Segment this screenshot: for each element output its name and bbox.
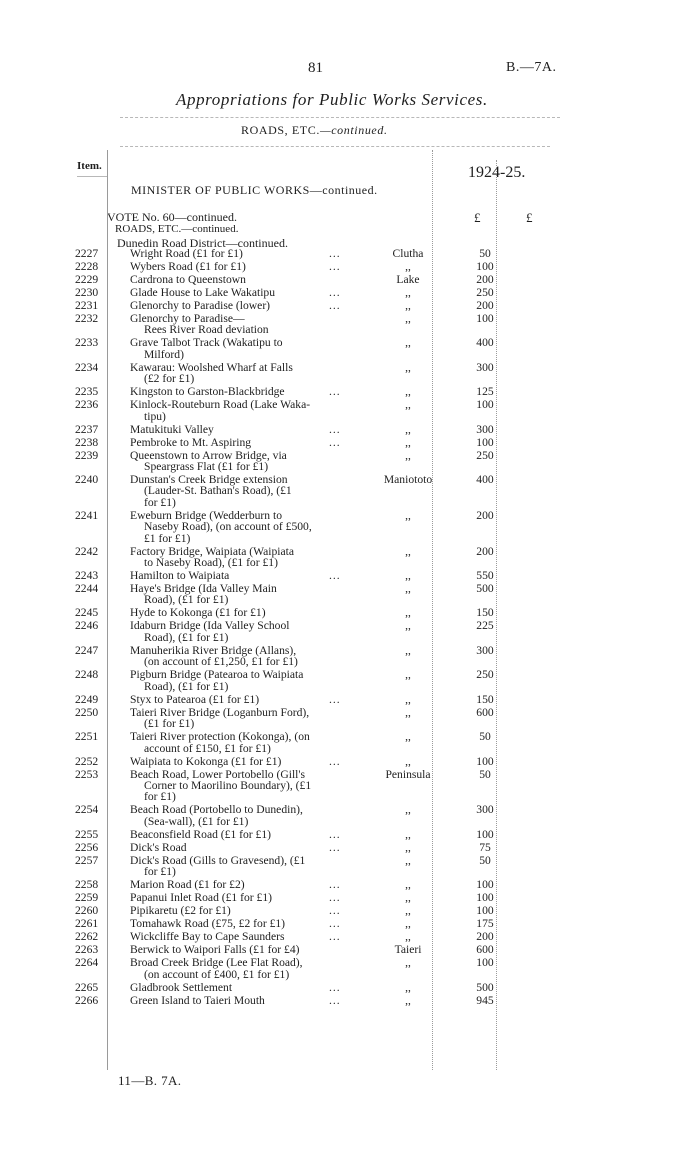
leader-dots: ... [329, 299, 341, 312]
district-name: ,, [405, 980, 411, 994]
table-row [0, 337, 700, 360]
leader-dots: ... [329, 754, 341, 768]
table-row [0, 892, 700, 903]
item-description [130, 645, 348, 668]
document-reference: B.—7A. [506, 60, 557, 75]
description-line: Wright Road (£1 for £1) [130, 247, 243, 260]
description-line: Matukituki Valley [130, 422, 214, 436]
item-header-rule [77, 176, 107, 177]
item-column-header: Item. [77, 160, 102, 172]
district-name: ,, [405, 705, 411, 719]
item-description [130, 287, 348, 298]
description-line: Cardrona to Queenstown [130, 273, 246, 286]
table-row [0, 694, 700, 705]
item-number: 2254 [75, 803, 99, 817]
description-line: Pembroke to Mt. Aspiring [130, 435, 252, 449]
table-row [0, 248, 700, 259]
item-number: 2234 [75, 360, 99, 374]
district-name: ,, [405, 827, 411, 841]
description-line: Berwick to Waipori Falls (£1 for £4) [130, 943, 300, 957]
amount: 400 [476, 336, 494, 350]
item-description [130, 944, 348, 955]
leader-dots: ... [329, 260, 341, 273]
district-name: ,, [405, 448, 411, 462]
district-name: ,, [405, 569, 411, 583]
year-column-header: 1924-25. [468, 164, 526, 181]
amount: 100 [476, 891, 494, 905]
description-line: Eweburn Bridge (Wedderburn to [130, 508, 282, 522]
amount: 200 [476, 508, 494, 522]
district-name: ,, [405, 993, 411, 1007]
description-line: Wybers Road (£1 for £1) [130, 260, 246, 273]
item-description [130, 707, 348, 730]
item-number: 2229 [75, 273, 99, 286]
amount: 50 [479, 247, 491, 260]
item-number: 2243 [75, 569, 99, 583]
item-number: 2253 [75, 767, 99, 781]
amount: 600 [476, 705, 494, 719]
item-number: 2238 [75, 435, 99, 449]
leader-dots: ... [329, 422, 341, 436]
item-number: 2256 [75, 840, 99, 854]
item-description [130, 620, 348, 643]
leader-dots: ... [329, 917, 341, 931]
description-line: £1 for £1) [144, 531, 191, 545]
item-description [130, 437, 348, 448]
amount: 75 [479, 840, 491, 854]
description-line: Papanui Inlet Road (£1 for £1) [130, 891, 272, 905]
table-row [0, 362, 700, 385]
district-name: ,, [405, 385, 411, 399]
table-row [0, 944, 700, 955]
item-number: 2251 [75, 730, 99, 744]
table-row [0, 300, 700, 311]
description-line: (£1 for £1) [144, 717, 195, 731]
table-row [0, 918, 700, 929]
item-number: 2266 [75, 993, 99, 1007]
currency-symbol: £ [474, 210, 481, 225]
item-number: 2245 [75, 606, 99, 620]
description-line: Hamilton to Waipiata [130, 569, 230, 583]
leader-dots: ... [329, 878, 341, 892]
item-description [130, 510, 348, 544]
amount: 500 [476, 582, 494, 596]
item-description [130, 842, 348, 853]
amount: 300 [476, 803, 494, 817]
item-description [130, 399, 348, 422]
table-row [0, 855, 700, 878]
item-description [130, 892, 348, 903]
leader-dots: ... [329, 840, 341, 854]
amount: 50 [479, 767, 491, 781]
description-line: Wickcliffe Bay to Cape Saunders [130, 930, 285, 944]
description-line: Glenorchy to Paradise— [130, 312, 245, 325]
district-name: ,, [405, 840, 411, 854]
amount: 500 [476, 980, 494, 994]
item-number: 2259 [75, 891, 99, 905]
description-line: Road), (£1 for £1) [144, 593, 229, 607]
description-line: Green Island to Taieri Mouth [130, 993, 265, 1007]
description-line: Dick's Road [130, 840, 187, 854]
district-name: ,, [405, 606, 411, 620]
leader-dots: ... [329, 435, 341, 449]
item-number: 2232 [75, 312, 99, 325]
description-line: Idaburn Bridge (Ida Valley School [130, 619, 290, 633]
item-number: 2248 [75, 668, 99, 682]
description-line: Beach Road, Lower Portobello (Gill's [130, 767, 305, 781]
amount: 100 [476, 904, 494, 918]
item-number: 2227 [75, 247, 99, 260]
district-name: Maniototo [383, 473, 433, 487]
leader-dots: ... [329, 891, 341, 905]
district-name: ,, [405, 582, 411, 596]
district-name: Taieri [394, 943, 422, 957]
table-row [0, 313, 700, 336]
table-row [0, 707, 700, 730]
item-description [130, 474, 348, 508]
amount: 100 [476, 827, 494, 841]
description-line: Speargrass Flat (£1 for £1) [144, 460, 269, 474]
description-line: Haye's Bridge (Ida Valley Main [130, 582, 277, 596]
table-row [0, 957, 700, 980]
amount: 300 [476, 422, 494, 436]
description-line: Glade House to Lake Wakatipu [130, 286, 276, 299]
item-number: 2242 [75, 544, 99, 558]
description-line: Gladbrook Settlement [130, 980, 233, 994]
table-row [0, 386, 700, 397]
amount: 200 [476, 544, 494, 558]
description-line: for £1) [144, 865, 176, 879]
description-line: Milford) [144, 347, 184, 361]
district-name: ,, [405, 891, 411, 905]
description-line: (on account of £400, £1 for £1) [144, 967, 290, 981]
description-line: Kinlock-Routeburn Road (Lake Waka- [130, 398, 311, 412]
description-line: (on account of £1,250, £1 for £1) [144, 655, 298, 669]
amount: 125 [476, 385, 494, 399]
description-line: to Naseby Road), (£1 for £1) [144, 556, 278, 570]
description-line: Naseby Road), (on account of £500, [144, 520, 312, 534]
description-line: Corner to Maorilino Boundary), (£1 [144, 778, 312, 792]
item-number: 2265 [75, 980, 99, 994]
table-row [0, 287, 700, 298]
amount: 100 [476, 878, 494, 892]
item-number: 2241 [75, 508, 99, 522]
amount: 100 [476, 260, 494, 273]
table-row [0, 607, 700, 618]
description-line: (Lauder-St. Bathan's Road), (£1 [144, 484, 292, 498]
item-number: 2263 [75, 943, 99, 957]
district-name: ,, [405, 668, 411, 682]
leader-dots: ... [329, 247, 341, 260]
amount: 945 [476, 993, 494, 1007]
description-line: Factory Bridge, Waipiata (Waipiata [130, 544, 295, 558]
amount: 550 [476, 569, 494, 583]
amount: 200 [476, 299, 494, 312]
item-description [130, 248, 348, 259]
item-number: 2258 [75, 878, 99, 892]
amount: 100 [476, 312, 494, 325]
table-row [0, 583, 700, 606]
item-number: 2239 [75, 448, 99, 462]
page-number: 81 [308, 60, 323, 76]
description-line: (£2 for £1) [144, 372, 195, 386]
item-number: 2228 [75, 260, 99, 273]
district-name: ,, [405, 336, 411, 350]
description-line: account of £150, £1 for £1) [144, 741, 271, 755]
district-name: ,, [405, 544, 411, 558]
description-line: tipu) [144, 409, 166, 423]
description-line: Queenstown to Arrow Bridge, via [130, 448, 287, 462]
subtitle-continued: —continued. [319, 123, 388, 137]
district-name: ,, [405, 398, 411, 412]
item-number: 2236 [75, 398, 99, 412]
leader-dots: ... [329, 980, 341, 994]
page-title: Appropriations for Public Works Services. [176, 90, 488, 109]
item-description [130, 337, 348, 360]
leader-dots: ... [329, 385, 341, 399]
table-row [0, 546, 700, 569]
item-description [130, 570, 348, 581]
item-description [130, 905, 348, 916]
table-row [0, 842, 700, 853]
footer-signature: 11—B. 7A. [118, 1073, 182, 1088]
description-line: Taieri River Bridge (Loganburn Ford), [130, 705, 310, 719]
table-row [0, 450, 700, 473]
table-row [0, 879, 700, 890]
description-line: Grave Talbot Track (Wakatipu to [130, 336, 283, 350]
table-row [0, 804, 700, 827]
amount: 300 [476, 643, 494, 657]
amount: 150 [476, 692, 494, 706]
description-line: Pipikaretu (£2 for £1) [130, 904, 231, 918]
item-number: 2249 [75, 692, 99, 706]
district-name: ,, [405, 312, 411, 325]
item-description [130, 386, 348, 397]
amount: 100 [476, 754, 494, 768]
description-line: Tomahawk Road (£75, £2 for £1) [130, 917, 286, 931]
table-row [0, 931, 700, 942]
amount: 250 [476, 668, 494, 682]
item-description [130, 957, 348, 980]
item-number: 2252 [75, 754, 99, 768]
amount: 100 [476, 398, 494, 412]
description-line: Broad Creek Bridge (Lee Flat Road), [130, 956, 303, 970]
description-line: Waipiata to Kokonga (£1 for £1) [130, 754, 282, 768]
table-row [0, 995, 700, 1006]
item-description [130, 300, 348, 311]
description-line: Dunstan's Creek Bridge extension [130, 473, 288, 487]
district-name: ,, [405, 730, 411, 744]
amount: 250 [476, 286, 494, 299]
amount: 175 [476, 917, 494, 931]
vote-heading: VOTE No. 60—continued. [107, 210, 237, 224]
item-number: 2260 [75, 904, 99, 918]
district-name: ,, [405, 956, 411, 970]
item-description [130, 879, 348, 890]
description-line: Glenorchy to Paradise (lower) [130, 299, 271, 312]
table-row [0, 474, 700, 508]
item-number: 2230 [75, 286, 99, 299]
item-number: 2240 [75, 473, 99, 487]
leader-dots: ... [329, 692, 341, 706]
district-name: ,, [405, 754, 411, 768]
item-description [130, 450, 348, 473]
amount: 250 [476, 448, 494, 462]
description-line: Beaconsfield Road (£1 for £1) [130, 827, 272, 841]
table-row [0, 829, 700, 840]
table-row [0, 731, 700, 754]
item-description [130, 855, 348, 878]
leader-dots: ... [329, 930, 341, 944]
amount: 200 [476, 273, 494, 286]
district-name: ,, [405, 643, 411, 657]
description-line: Styx to Patearoa (£1 for £1) [130, 692, 260, 706]
amount: 50 [479, 853, 491, 867]
description-line: Marion Road (£1 for £2) [130, 878, 245, 892]
item-number: 2255 [75, 827, 99, 841]
item-description [130, 362, 348, 385]
appropriations-table [0, 248, 700, 1008]
item-description [130, 756, 348, 767]
description-line: Manuherikia River Bridge (Allans), [130, 643, 297, 657]
district-name: ,, [405, 619, 411, 633]
amount: 200 [476, 930, 494, 944]
table-row [0, 769, 700, 803]
item-description [130, 607, 348, 618]
description-line: Kingston to Garston-Blackbridge [130, 385, 285, 399]
currency-symbol: £ [526, 210, 533, 225]
district-name: ,, [405, 878, 411, 892]
item-number: 2247 [75, 643, 99, 657]
leader-dots: ... [329, 827, 341, 841]
item-number: 2262 [75, 930, 99, 944]
item-description [130, 731, 348, 754]
description-line: Beach Road (Portobello to Dunedin), [130, 803, 303, 817]
description-line: (Sea-wall), (£1 for £1) [144, 814, 249, 828]
table-row [0, 645, 700, 668]
amount: 100 [476, 435, 494, 449]
table-row [0, 261, 700, 272]
leader-dots: ... [329, 993, 341, 1007]
table-row [0, 437, 700, 448]
district-name: Clutha [392, 247, 424, 260]
district-name: ,, [405, 260, 411, 273]
amount: 600 [476, 943, 494, 957]
district-name: ,, [405, 917, 411, 931]
item-description [130, 829, 348, 840]
item-number: 2246 [75, 619, 99, 633]
item-number: 2233 [75, 336, 99, 350]
table-row [0, 510, 700, 544]
amount: 300 [476, 360, 494, 374]
ministry-heading: MINISTER OF PUBLIC WORKS—continued. [131, 183, 378, 197]
description-line: Dick's Road (Gills to Gravesend), (£1 [130, 853, 306, 867]
description-line: Rees River Road deviation [144, 323, 269, 337]
description-line: Pigburn Bridge (Patearoa to Waipiata [130, 668, 304, 682]
item-description [130, 931, 348, 942]
item-number: 2257 [75, 853, 99, 867]
table-row [0, 399, 700, 422]
district-name: Peninsula [385, 767, 431, 781]
item-description [130, 669, 348, 692]
district-name: ,, [405, 508, 411, 522]
item-description [130, 982, 348, 993]
district-name: Lake [396, 273, 420, 286]
description-line: for £1) [144, 790, 176, 804]
table-row [0, 669, 700, 692]
item-number: 2231 [75, 299, 99, 312]
item-description [130, 274, 348, 285]
item-description [130, 261, 348, 272]
leader-dots: ... [329, 569, 341, 583]
table-row [0, 424, 700, 435]
table-row [0, 570, 700, 581]
item-description [130, 694, 348, 705]
description-line: Road), (£1 for £1) [144, 630, 229, 644]
item-description [130, 546, 348, 569]
item-number: 2237 [75, 422, 99, 436]
item-description [130, 769, 348, 803]
item-number: 2261 [75, 917, 99, 931]
amount: 50 [479, 730, 491, 744]
section-subtitle [241, 123, 388, 138]
district-name: ,, [405, 422, 411, 436]
district-name: ,, [405, 299, 411, 312]
description-line: Road), (£1 for £1) [144, 679, 229, 693]
leader-dots: ... [329, 286, 341, 299]
item-number: 2250 [75, 705, 99, 719]
description-line: Kawarau: Woolshed Wharf at Falls [130, 360, 293, 374]
district-name: ,, [405, 853, 411, 867]
item-description [130, 424, 348, 435]
district-name: ,, [405, 286, 411, 299]
district-heading: Dunedin Road District—continued. [117, 236, 288, 250]
item-number: 2264 [75, 956, 99, 970]
amount: 225 [476, 619, 494, 633]
item-number: 2244 [75, 582, 99, 596]
table-row [0, 620, 700, 643]
table-row [0, 756, 700, 767]
description-line: Taieri River protection (Kokonga), (on [130, 730, 310, 744]
amount: 400 [476, 473, 494, 487]
district-name: ,, [405, 360, 411, 374]
header-rule [120, 146, 550, 147]
title-rule [120, 117, 560, 118]
district-name: ,, [405, 930, 411, 944]
item-description [130, 804, 348, 827]
item-description [130, 313, 348, 336]
subtitle-main: ROADS, ETC. [241, 123, 320, 137]
description-line: Hyde to Kokonga (£1 for £1) [130, 606, 266, 620]
table-row [0, 982, 700, 993]
description-line: for £1) [144, 495, 176, 509]
item-description [130, 918, 348, 929]
table-row [0, 905, 700, 916]
table-row [0, 274, 700, 285]
district-name: ,, [405, 435, 411, 449]
district-name: ,, [405, 692, 411, 706]
item-description [130, 995, 348, 1006]
item-description [130, 583, 348, 606]
amount: 100 [476, 956, 494, 970]
roads-heading: ROADS, ETC.—continued. [115, 223, 239, 235]
amount: 150 [476, 606, 494, 620]
leader-dots: ... [329, 904, 341, 918]
district-name: ,, [405, 803, 411, 817]
district-name: ,, [405, 904, 411, 918]
item-number: 2235 [75, 385, 99, 399]
